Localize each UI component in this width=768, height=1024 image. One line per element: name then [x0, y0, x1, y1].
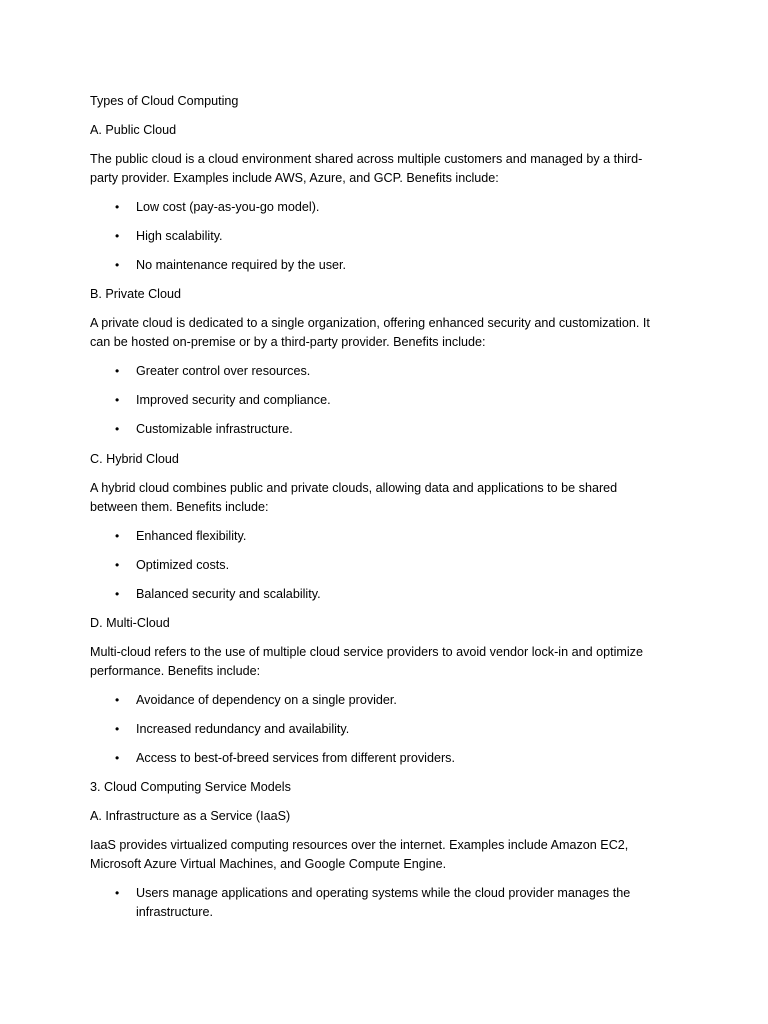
list-item-multi-best-of-breed: Access to best-of-breed services from different providers. — [136, 751, 455, 765]
bullet-marker: • — [115, 229, 120, 243]
paragraph-public-cloud-line-2: party provider. Examples include AWS, Azure, and GCP. Benefits include: — [90, 171, 499, 185]
list-item-iaas-users-manage-line-2: infrastructure. — [136, 905, 213, 919]
paragraph-hybrid-cloud-line-2: between them. Benefits include: — [90, 500, 269, 514]
bullet-marker: • — [115, 886, 120, 900]
bullet-marker: • — [115, 693, 120, 707]
bullet-marker: • — [115, 529, 120, 543]
section-heading-iaas: A. Infrastructure as a Service (IaaS) — [90, 809, 291, 823]
paragraph-hybrid-cloud-line-1: A hybrid cloud combines public and private clouds, allowing data and applications to be shared — [90, 481, 618, 495]
list-item-public-maintenance: No maintenance required by the user. — [136, 258, 347, 272]
section-heading-multi-cloud: D. Multi-Cloud — [90, 616, 170, 630]
paragraph-private-cloud-line-2: can be hosted on-premise or by a third-party provider. Benefits include: — [90, 335, 486, 349]
section-heading-service-models: 3. Cloud Computing Service Models — [90, 780, 291, 794]
list-item-iaas-users-manage-line-1: Users manage applications and operating systems while the cloud provider manages the — [136, 886, 631, 900]
paragraph-public-cloud-line-1: The public cloud is a cloud environment shared across multiple customers and managed by a third- — [90, 152, 643, 166]
bullet-marker: • — [115, 393, 120, 407]
list-item-hybrid-costs: Optimized costs. — [136, 558, 230, 572]
list-item-public-low-cost: Low cost (pay-as-you-go model). — [136, 200, 320, 214]
bullet-marker: • — [115, 587, 120, 601]
bullet-marker: • — [115, 200, 120, 214]
bullet-marker: • — [115, 558, 120, 572]
list-item-multi-dependency: Avoidance of dependency on a single provider. — [136, 693, 397, 707]
section-heading-hybrid-cloud: C. Hybrid Cloud — [90, 452, 179, 466]
paragraph-multi-cloud-line-1: Multi-cloud refers to the use of multiple cloud service providers to avoid vendor lock-in and optimize — [90, 645, 643, 659]
paragraph-iaas-line-1: IaaS provides virtualized computing resources over the internet. Examples include Amazon EC2, — [90, 838, 629, 852]
section-heading-public-cloud: A. Public Cloud — [90, 123, 177, 137]
bullet-marker: • — [115, 722, 120, 736]
paragraph-iaas-line-2: Microsoft Azure Virtual Machines, and Google Compute Engine. — [90, 857, 447, 871]
bullet-marker: • — [115, 258, 120, 272]
list-item-private-control: Greater control over resources. — [136, 364, 311, 378]
bullet-marker: • — [115, 751, 120, 765]
list-item-private-security: Improved security and compliance. — [136, 393, 331, 407]
list-item-hybrid-balanced: Balanced security and scalability. — [136, 587, 321, 601]
paragraph-multi-cloud-line-2: performance. Benefits include: — [90, 664, 261, 678]
paragraph-private-cloud-line-1: A private cloud is dedicated to a single organization, offering enhanced security and customization. It — [90, 316, 650, 330]
list-item-public-scalability: High scalability. — [136, 229, 223, 243]
list-item-private-infrastructure: Customizable infrastructure. — [136, 422, 293, 436]
bullet-marker: • — [115, 422, 120, 436]
bullet-marker: • — [115, 364, 120, 378]
list-item-multi-redundancy: Increased redundancy and availability. — [136, 722, 350, 736]
list-item-hybrid-flexibility: Enhanced flexibility. — [136, 529, 247, 543]
section-heading-private-cloud: B. Private Cloud — [90, 287, 181, 301]
document-title: Types of Cloud Computing — [90, 94, 239, 108]
